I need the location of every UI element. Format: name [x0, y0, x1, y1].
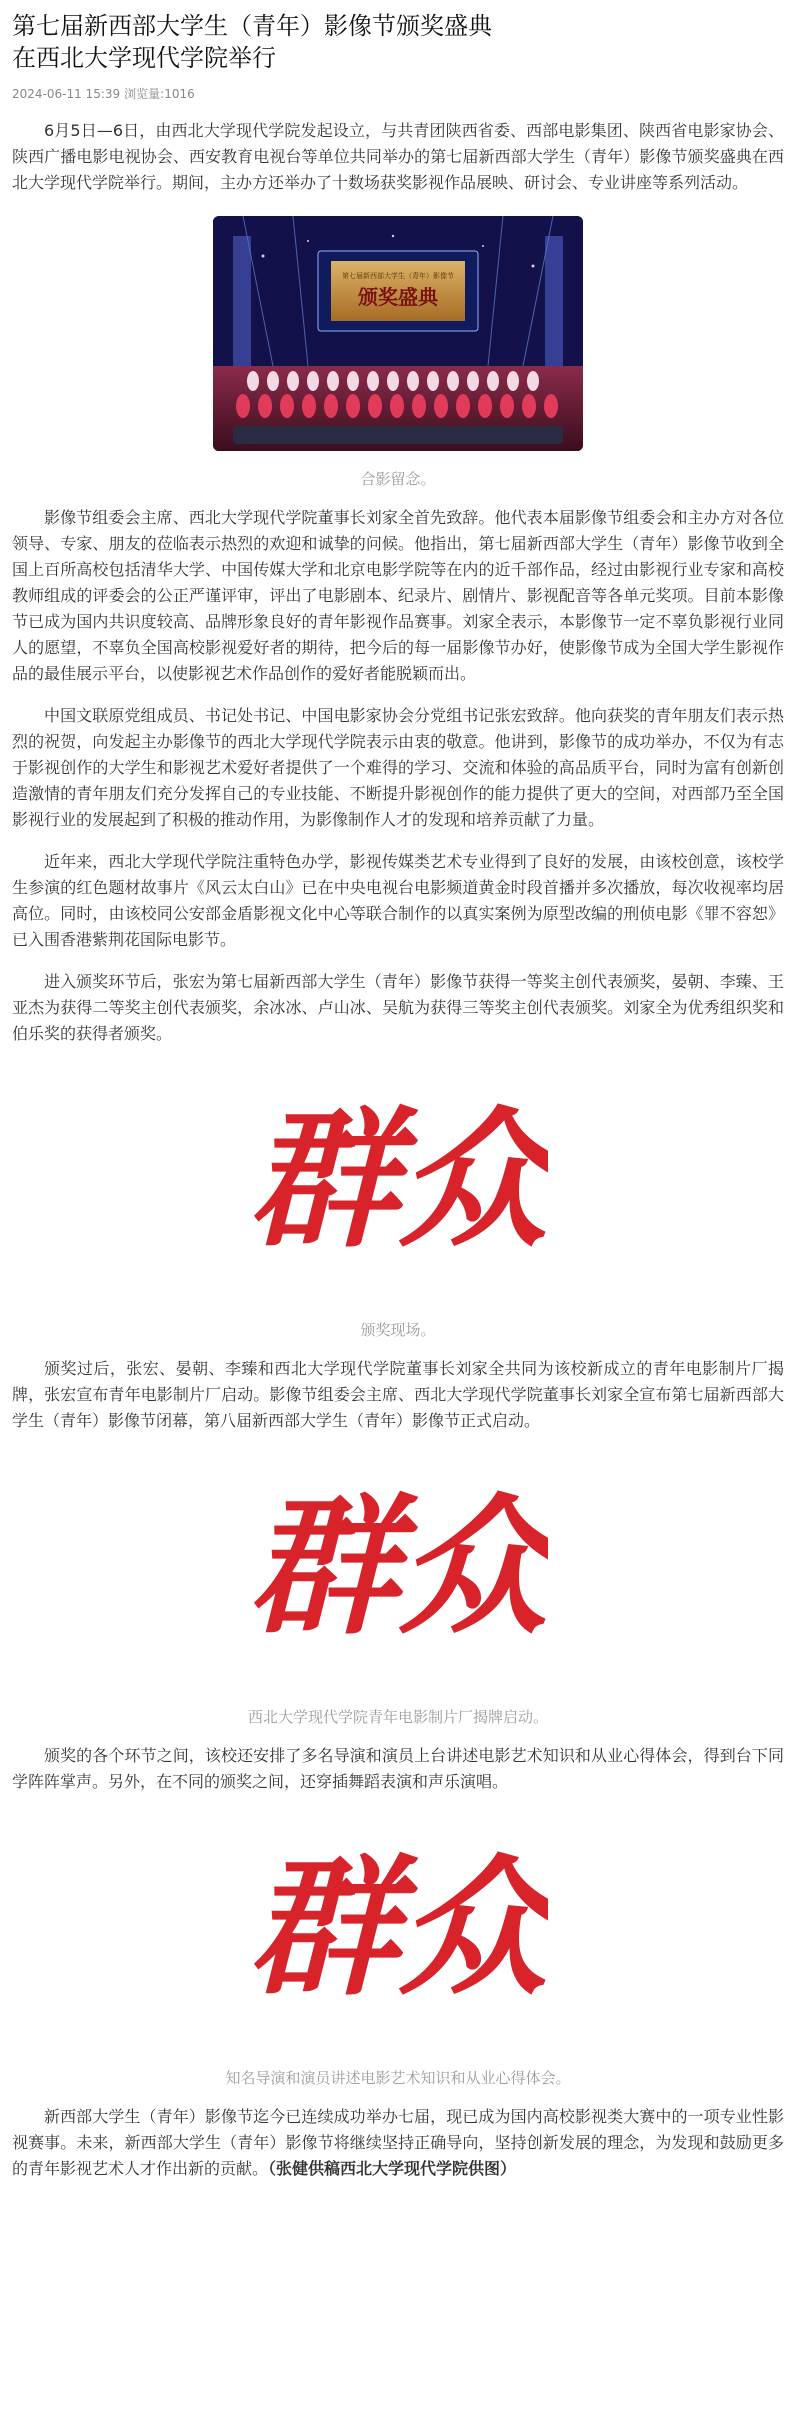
caption-studio-unveil: 西北大学现代学院青年电影制片厂揭牌启动。	[247, 1708, 548, 1726]
title-line-2: 在西北大学现代学院举行	[12, 44, 276, 72]
views-count: 1016	[164, 87, 195, 101]
paragraph-7: 颁奖的各个环节之间，该校还安排了多名导演和演员上台讲述电影艺术知识和从业心得体会，得到台下同学阵阵掌声。另外，在不同的颁奖之间，还穿插舞蹈表演和声乐演唱。	[12, 1746, 784, 1791]
group-photo	[213, 216, 583, 451]
figure-group-photo	[12, 216, 784, 489]
logo-placeholder-image	[248, 1454, 548, 1689]
caption-award-scene: 颁奖现场。	[360, 1321, 436, 1339]
qunzhong-logo-2	[12, 1454, 784, 1689]
figure-studio-unveil	[12, 1454, 784, 1727]
publish-date: 2024-06-11 15:39	[12, 87, 121, 101]
logo-text: 群众	[248, 1092, 548, 1268]
photo-credit: （张健供稿西北大学现代学院供图）	[268, 2159, 517, 2178]
figure-director-talk	[12, 1815, 784, 2088]
photo-screen-main: 颁奖盛典	[358, 287, 438, 309]
logo-placeholder-image	[248, 1067, 548, 1302]
paragraph-6: 颁奖过后，张宏、晏朝、李臻和西北大学现代学院董事长刘家全共同为该校新成立的青年电影制片厂揭牌，张宏宣布青年电影制片厂启动。影像节组委会主席、西北大学现代学院董事长刘家全宣布第七届新西部大学生（青年）影像节闭幕，第八届新西部大学生（青年）影像节正式启动。	[12, 1359, 784, 1430]
views-label: 浏览量:	[124, 87, 165, 101]
paragraph-3: 中国文联原党组成员、书记处书记、中国电影家协会分党组书记张宏致辞。他向获奖的青年朋友们表示热烈的祝贺，向发起主办影像节的西北大学现代学院表示由衷的敬意。他讲到，影像节的成功举办，不仅为有志于影视创作的大学生和影视艺术爱好者提供了一个难得的学习、交流和体验的高品质平台，同时为富有创新创造激情的青年朋友们充分发挥自己的专业技能、不断提升影视创作的能力提供了更大的空间，对西部乃至全国影视行业的发展起到了积极的推动作用，为影像制作人才的发现和培养贡献了力量。	[12, 706, 784, 829]
article-meta	[12, 86, 784, 102]
logo-text: 群众	[248, 1479, 548, 1655]
title-line-1: 第七届新西部大学生（青年）影像节颁奖盛典	[12, 12, 492, 40]
paragraph-8-text: 新西部大学生（青年）影像节迄今已连续成功举办七届，现已成为国内高校影视类大赛中的一项专业性影视赛事。未来，新西部大学生（青年）影像节将继续坚持正确导向，坚持创新发展的理念，为发现和鼓励更多的青年影视艺术人才作出新的贡献。	[12, 2107, 784, 2178]
paragraph-4: 近年来，西北大学现代学院注重特色办学，影视传媒类艺术专业得到了良好的发展，由该校创意，该校学生参演的红色题材故事片《风云太白山》已在中央电视台电影频道黄金时段首播并多次播放，每次收视率均居高位。同时，由该校同公安部金盾影视文化中心等联合制作的以真实案例为原型改编的刑侦电影《罪不容恕》已入围香港紫荆花国际电影节。	[12, 852, 784, 949]
qunzhong-logo-1	[12, 1067, 784, 1302]
photo-screen-title: 第七届新西部大学生（青年）影像节	[342, 273, 454, 280]
paragraph-2: 影像节组委会主席、西北大学现代学院董事长刘家全首先致辞。他代表本届影像节组委会和主办方对各位领导、专家、朋友的莅临表示热烈的欢迎和诚挚的问候。他指出，第七届新西部大学生（青年）影像节收到全国上百所高校包括清华大学、中国传媒大学和北京电影学院等在内的近千部作品，经过由影视行业专家和高校教师组成的评委会的公正严谨评审，评出了电影剧本、纪录片、剧情片、影视配音等各单元奖项。目前本影像节已成为国内共识度较高、品牌形象良好的青年影视作品赛事。刘家全表示，本影像节一定不辜负影视行业同人的愿望，不辜负全国高校影视爱好者的期待，把今后的每一届影像节办好，使影像节成为全国大学生影视作品的最佳展示平台，以使影视艺术作品创作的爱好者能脱颖而出。	[12, 508, 784, 683]
caption-director-talk: 知名导演和演员讲述电影艺术知识和从业心得体会。	[225, 2069, 571, 2087]
caption-group-photo: 合影留念。	[360, 470, 436, 488]
paragraph-5: 进入颁奖环节后，张宏为第七届新西部大学生（青年）影像节获得一等奖主创代表颁奖，晏朝、李臻、王亚杰为获得二等奖主创代表颁奖，余冰冰、卢山冰、吴航为获得三等奖主创代表颁奖。刘家全为优秀组织奖和伯乐奖的获得者颁奖。	[12, 972, 784, 1043]
qunzhong-logo-3	[12, 1815, 784, 2050]
paragraph-1: 6月5日—6日，由西北大学现代学院发起设立，与共青团陕西省委、西部电影集团、陕西省电影家协会、陕西广播电影电视协会、西安教育电视台等单位共同举办的第七届新西部大学生（青年）影像节颁奖盛典在西北大学现代学院举行。期间，主办方还举办了十数场获奖影视作品展映、研讨会、专业讲座等系列活动。	[12, 121, 784, 192]
paragraph-8	[12, 2104, 784, 2182]
logo-placeholder-image	[248, 1815, 548, 2050]
figure-award-scene	[12, 1067, 784, 1340]
group-photo-illustration	[213, 216, 583, 451]
article-title	[12, 10, 784, 74]
logo-text: 群众	[248, 1840, 548, 2016]
